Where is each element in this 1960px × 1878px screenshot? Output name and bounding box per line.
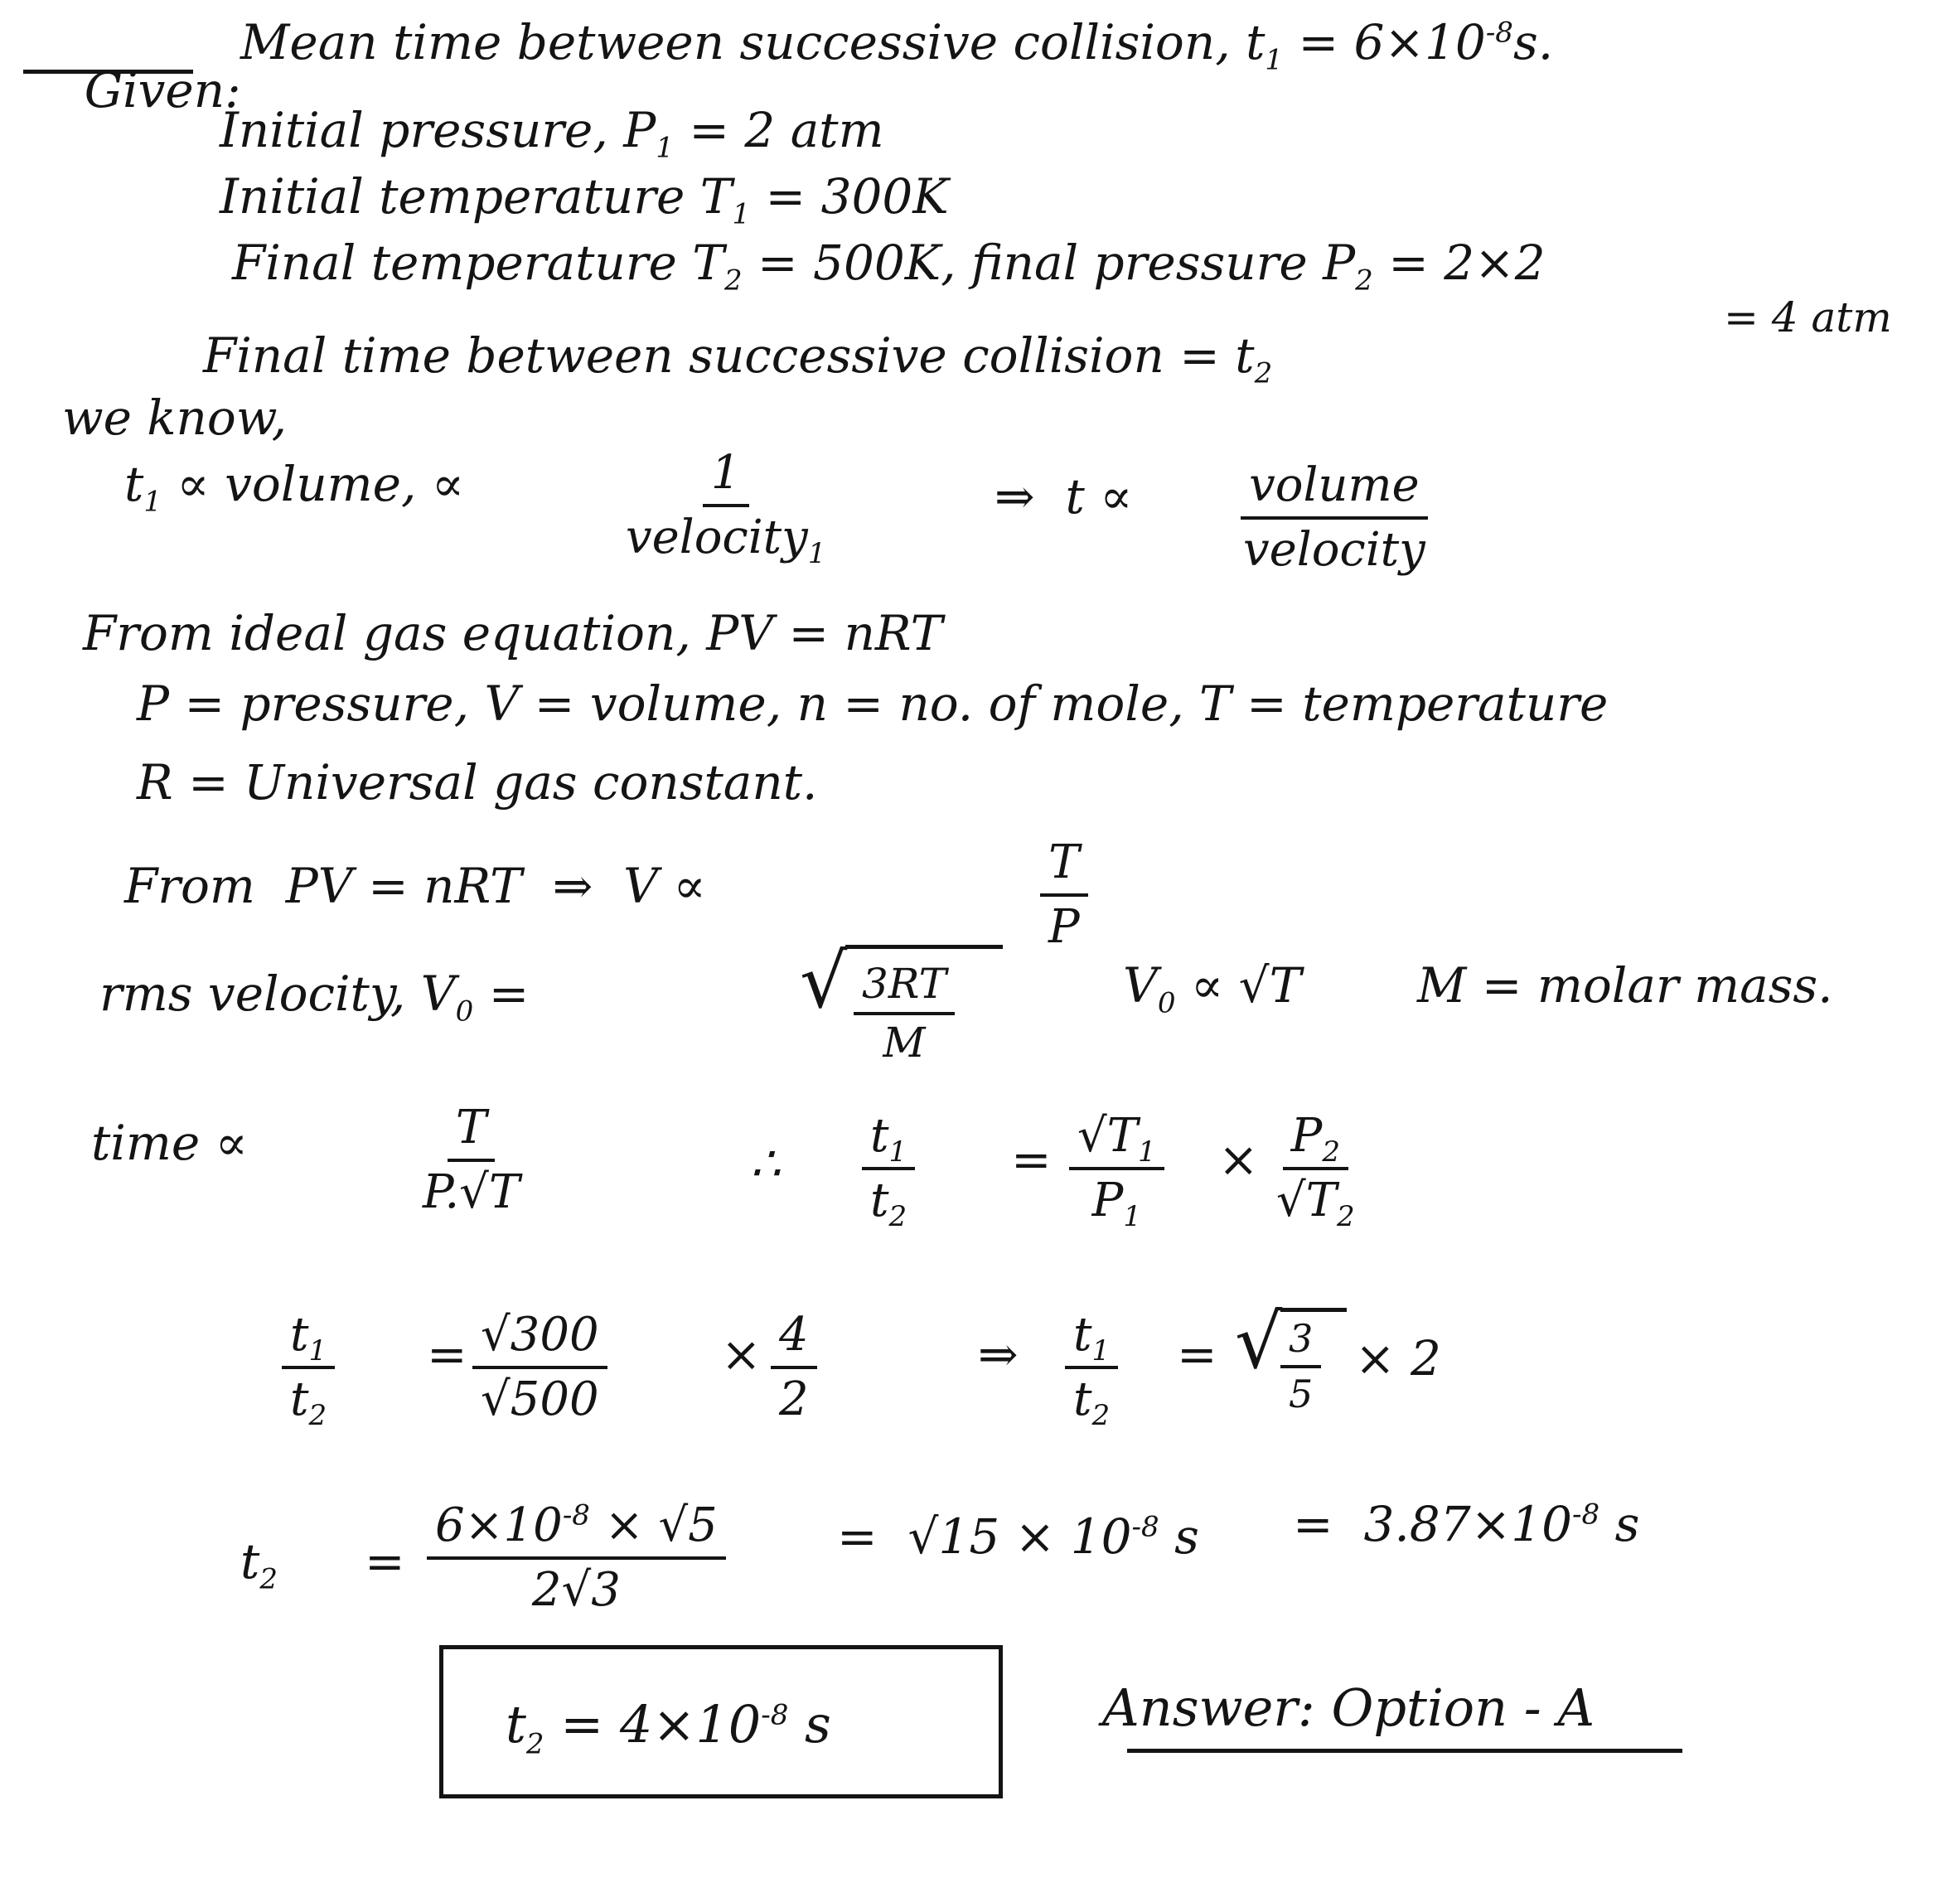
therefore-sign [750,1135,781,1192]
step2-fraction-num [427,1500,726,1560]
given-initial-temp-text: Initial temperature T [220,168,733,225]
given-final-time-line [203,327,1273,390]
ratio-a-num-sub: 1 [1138,1135,1156,1169]
prop-fraction-1-den [617,507,834,570]
step1-eq-text: = [427,1326,467,1382]
answer-option [1102,1677,1595,1738]
step1-sq-den-text: 5 [1289,1371,1314,1416]
ratio-sqrt-t1-p1 [1069,1109,1164,1233]
step1-ratio-den [282,1369,335,1432]
ratio-a-den [1084,1170,1149,1233]
prop-lhs-sub: 1 [143,485,162,519]
final-lhs-t: t [506,1694,526,1755]
ratio-b-den [1268,1170,1363,1233]
time-prop-label [91,1115,248,1171]
from-pv-den-text: P [1048,899,1080,954]
step1-sqrt-den-text: √500 [481,1372,599,1426]
step2-lhs-sub: 2 [259,1562,278,1596]
given-final-pressure-result-text: = 4 atm [1724,293,1892,341]
rms-proportion [1123,957,1302,1020]
step1-eq2-text: = [1177,1326,1217,1382]
step1-times [721,1326,762,1382]
rms-fraction-num [854,961,955,1015]
prop-arrow [995,468,1133,525]
step1-tail [1355,1330,1441,1387]
time-num-text: T [455,1101,487,1154]
given-initial-pressure-text: Initial pressure, P [220,102,656,158]
given-final-pressure-value: = 2×2 [1372,235,1546,291]
step1-pressure-num [771,1309,817,1369]
final-lhs-sub: 2 [525,1727,544,1761]
ratio-a-num-text: √T [1077,1109,1139,1163]
rms-sqrt-sign: √ [800,938,848,1025]
molar-mass-note [1417,957,1833,1014]
given-final-time-text: Final time between successive collision = t [203,327,1255,384]
prop-arrow-text: ⇒ t ∝ [995,468,1133,525]
step1-sqrt-fraction [472,1309,607,1425]
step1-ratio-den-t: t [290,1372,309,1426]
prop-f2-num-text: volume [1249,458,1420,512]
ratio-den [862,1170,915,1233]
ratio-times-text: × [1218,1131,1259,1188]
rms-den-text: M [883,1019,926,1067]
step2-res-exp: -8 [1572,1498,1600,1532]
ratio-eq [1011,1131,1052,1188]
ratio-num [862,1111,915,1170]
given-initial-pressure-value: = 2 atm [673,102,884,158]
final-answer [506,1694,831,1761]
given-initial-pressure-sub: 1 [656,131,674,165]
step1-pressure-fraction [771,1309,817,1425]
ideal-defs-2-text: R = Universal gas constant. [137,754,818,811]
step1-sqrt-3-5 [1280,1318,1321,1415]
step1-ratio2-num-sub: 1 [1091,1334,1111,1368]
given-initial-pressure-line [220,102,884,165]
step1-sq-num [1280,1318,1321,1368]
step1-times-text: × [721,1326,762,1382]
given-initial-temp-value: = 300K [750,168,949,225]
step1-ratio-num-t: t [290,1308,309,1362]
step1-ratio2-num-t: t [1073,1308,1092,1362]
time-prop-fraction [414,1102,528,1217]
prop-mid-text: ∝ volume, ∝ [161,456,465,512]
from-pv-num [1040,837,1087,897]
rms-prop-sub: 0 [1157,986,1176,1020]
ratio-p2-sqrt-t2 [1268,1109,1363,1233]
answer-option-text: Answer: Option - A [1102,1677,1595,1738]
final-exp: -8 [761,1698,789,1732]
given-label-text: Given: [84,62,241,119]
step1-arrow [978,1326,1019,1382]
step1-sqrt-num-text: √300 [481,1308,599,1362]
from-pv-fraction [1040,837,1088,952]
rms-prop-rest: ∝ √T [1175,957,1302,1014]
step1-ratio [282,1308,335,1432]
ratio-b-num-sub: 2 [1322,1135,1340,1169]
given-final-temp-sub: 2 [724,264,743,298]
time-prop-text: time ∝ [91,1115,248,1171]
given-final-pressure-result [1724,293,1892,341]
rms-line [99,966,530,1029]
step2-num-text: 6×10 [435,1498,563,1552]
step2-fraction [427,1500,726,1615]
step2-eq-text: = [365,1533,405,1590]
given-final-pressure-sub: 2 [1355,264,1373,298]
step1-ratio-2 [1065,1308,1118,1432]
from-pv-line [124,858,706,914]
prop-fraction-2-den [1235,520,1434,576]
step2-fraction-den [524,1560,629,1616]
given-initial-temp-line [220,168,949,231]
step1-eq [427,1326,467,1382]
ideal-gas-text: From ideal gas equation, PV = nRT [83,605,943,661]
we-know-line [62,390,288,446]
from-pv-text: From PV = nRT ⇒ V ∝ [124,858,706,914]
given-final-time-sub: 2 [1254,356,1273,390]
given-final-pressure-text: = 500K, final pressure P [742,235,1356,291]
prop-lhs-t: t [124,456,144,512]
time-prop-den [414,1162,528,1218]
step2-res-unit: s [1599,1496,1640,1552]
step1-arrow-text: ⇒ [978,1326,1019,1382]
step2-num-tail: × √5 [589,1498,718,1552]
step1-ratio2-den-t: t [1073,1372,1092,1426]
rms-sub: 0 [455,995,474,1029]
step2-num-exp: -8 [562,1498,590,1532]
ratio-times [1218,1131,1259,1188]
ratio-b-num-text: P [1290,1109,1323,1163]
ratio-den-sub: 2 [888,1199,907,1233]
ratio-num-t: t [870,1109,889,1163]
step1-sq-den [1280,1368,1321,1416]
step2-eq [365,1533,405,1590]
step1-sq-num-text: 3 [1289,1316,1314,1361]
we-know-text: we know, [62,390,288,446]
prop-fraction-1 [617,446,834,570]
step2-mid-unit: s [1159,1508,1199,1565]
prop-fraction-1-num [703,448,749,507]
ratio-a-den-sub: 1 [1123,1199,1141,1233]
ratio-den-t: t [870,1173,889,1227]
answer-underline [1127,1749,1682,1753]
step2-den-text: 2√3 [531,1562,621,1617]
prop-f2-den-text: velocity [1243,522,1425,577]
step1-pressure-den [771,1369,817,1425]
from-pv-den [1040,897,1088,953]
step1-ratio2-den [1065,1369,1118,1432]
step2-result [1293,1496,1640,1552]
prop-fraction-2-num [1241,460,1428,520]
molar-mass-text: M = molar mass. [1417,957,1833,1014]
ratio-eq-text: = [1011,1131,1052,1188]
ideal-gas-line [83,605,943,661]
ratio-a-num [1069,1111,1164,1170]
time-prop-num [448,1102,495,1162]
given-mean-time-unit: s. [1512,14,1554,70]
step1-pressure-num-text: 4 [779,1308,809,1362]
given-initial-temp-sub: 1 [732,197,751,231]
rms-num-text: 3RT [862,960,946,1008]
given-final-temp-text: Final temperature T [232,235,724,291]
step1-ratio2-den-sub: 2 [1091,1398,1111,1432]
given-mean-time-text: Mean time between successive collision, t [240,14,1266,70]
step2-lhs-t: t [240,1533,260,1590]
prop-f1-num-text: 1 [710,446,741,500]
step2-mid-text: = √15 × 10 [837,1508,1132,1565]
step1-ratio-den-sub: 2 [308,1398,327,1432]
given-underline [23,70,193,74]
step2-middle [837,1508,1199,1565]
step1-ratio-num-sub: 1 [308,1334,327,1368]
given-label [23,18,241,162]
step1-sqrt-num [472,1309,607,1369]
given-mean-time-line [240,14,1554,77]
given-mean-time-sub: 1 [1265,43,1284,77]
ideal-defs-line-2 [137,754,818,811]
step1-ratio-num [282,1309,335,1369]
given-mean-time-exp: -8 [1485,16,1513,50]
prop-f1-den-sub: 1 [807,536,826,570]
ratio-a-den-text: P [1091,1173,1124,1227]
ratio-num-sub: 1 [888,1135,907,1169]
step1-pressure-den-text: 2 [779,1372,809,1426]
step1-sqrt-den [472,1369,607,1425]
prop-fraction-2 [1235,460,1434,575]
time-den-text: P.√T [423,1164,520,1219]
step1-sqrt-sign: √ [1235,1299,1283,1386]
rms-sqrt-bar [845,945,1003,949]
step1-tail-text: × 2 [1355,1330,1441,1387]
prop-lhs [124,456,465,519]
step2-lhs [240,1533,278,1596]
ideal-defs-line-1 [137,675,1609,732]
rms-fraction [854,961,955,1066]
from-pv-num-text: T [1048,835,1080,889]
ratio-b-den-sub: 2 [1337,1199,1355,1233]
given-mean-time-value: = 6×10 [1283,14,1486,70]
step1-eq-2 [1177,1326,1217,1382]
step2-res-text: = 3.87×10 [1293,1496,1573,1552]
prop-f1-den-text: velocity [626,510,808,564]
step1-ratio2-num [1065,1309,1118,1369]
rms-text: rms velocity, V [99,966,456,1022]
final-unit: s [788,1694,831,1755]
step1-sqrt-bar [1280,1308,1347,1312]
rms-eq: = [473,966,530,1022]
rms-prop-v: V [1123,957,1158,1014]
step2-mid-exp: -8 [1131,1510,1159,1544]
rms-fraction-den [874,1015,933,1066]
final-value: = 4×10 [544,1694,762,1755]
ratio-b-den-text: √T [1276,1173,1338,1227]
ratio-b-num [1283,1111,1348,1170]
ratio-t1-t2 [862,1109,915,1233]
ideal-defs-1-text: P = pressure, V = volume, n = no. of mole, T = temperature [137,675,1609,732]
given-final-temp-line [232,235,1546,298]
therefore-text: ∴ [750,1135,781,1192]
